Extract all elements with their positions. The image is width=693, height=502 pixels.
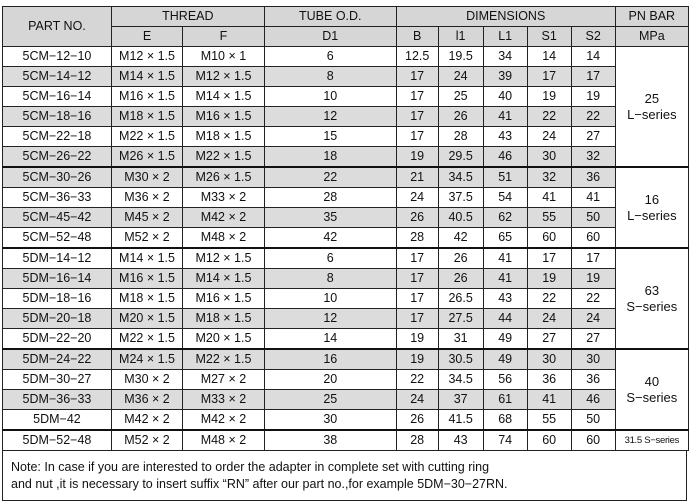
cell-tube-od: 8 xyxy=(264,67,396,87)
cell-part-no: 5CM−26−22 xyxy=(3,147,112,168)
cell-thread-f: M16 × 1.5 xyxy=(183,107,265,127)
cell-dim-s2: 60 xyxy=(571,228,615,249)
cell-dim-s2: 36 xyxy=(571,167,615,188)
cell-part-no: 5DM−14−12 xyxy=(3,248,112,269)
cell-dim-s1: 22 xyxy=(527,107,571,127)
cell-dim-s1: 19 xyxy=(527,87,571,107)
cell-tube-od: 10 xyxy=(264,289,396,309)
cell-thread-e: M20 × 1.5 xyxy=(111,309,182,329)
cell-thread-e: M36 × 2 xyxy=(111,188,182,208)
cell-dim-s1: 19 xyxy=(527,269,571,289)
cell-dim-l1-upper: 39 xyxy=(483,67,527,87)
cell-dim-l1-lower: 37 xyxy=(438,390,483,410)
cell-dim-s1: 60 xyxy=(527,228,571,249)
cell-dim-s1: 30 xyxy=(527,349,571,370)
pn-bar-line: L−series xyxy=(627,207,677,223)
cell-thread-e: M12 × 1.5 xyxy=(111,47,182,67)
cell-tube-od: 14 xyxy=(264,329,396,350)
cell-dim-s2: 41 xyxy=(571,188,615,208)
cell-dim-s1: 30 xyxy=(527,147,571,168)
table-row xyxy=(3,370,689,390)
pn-bar-line: 25 xyxy=(644,90,660,106)
cell-dim-b: 24 xyxy=(396,390,438,410)
cell-part-no: 5CM−22−18 xyxy=(3,127,112,147)
header-e: E xyxy=(111,27,182,47)
cell-tube-od: 18 xyxy=(264,147,396,168)
cell-thread-e: M18 × 1.5 xyxy=(111,289,182,309)
cell-dim-b: 17 xyxy=(396,289,438,309)
header-mpa: MPa xyxy=(615,27,688,47)
table-row xyxy=(3,289,689,309)
cell-dim-s1: 36 xyxy=(527,370,571,390)
cell-dim-s2: 50 xyxy=(571,410,615,431)
cell-part-no: 5CM−52−48 xyxy=(3,228,112,249)
cell-dim-b: 17 xyxy=(396,107,438,127)
cell-thread-f: M12 × 1.5 xyxy=(183,67,265,87)
cell-part-no: 5DM−36−33 xyxy=(3,390,112,410)
pn-bar-line: S−series xyxy=(626,298,678,314)
pn-bar-line: 16 xyxy=(644,191,660,207)
cell-part-no: 5CM−30−26 xyxy=(3,167,112,188)
cell-thread-e: M36 × 2 xyxy=(111,390,182,410)
cell-dim-s1: 55 xyxy=(527,208,571,228)
cell-dim-b: 19 xyxy=(396,329,438,350)
cell-dim-s2: 14 xyxy=(571,47,615,67)
cell-dim-l1-lower: 34.5 xyxy=(438,167,483,188)
header-s1: S1 xyxy=(527,27,571,47)
cell-dim-s2: 50 xyxy=(571,208,615,228)
cell-dim-l1-upper: 74 xyxy=(483,430,527,451)
cell-part-no: 5CM−14−12 xyxy=(3,67,112,87)
cell-dim-l1-lower: 43 xyxy=(438,430,483,451)
pn-bar-line: 31.5 S−series xyxy=(624,434,680,446)
cell-dim-s1: 32 xyxy=(527,167,571,188)
cell-part-no: 5CM−45−42 xyxy=(3,208,112,228)
cell-dim-l1-lower: 24 xyxy=(438,67,483,87)
cell-tube-od: 12 xyxy=(264,107,396,127)
cell-thread-e: M52 × 2 xyxy=(111,430,182,451)
cell-part-no: 5DM−20−18 xyxy=(3,309,112,329)
cell-dim-s2: 36 xyxy=(571,370,615,390)
cell-tube-od: 30 xyxy=(264,410,396,431)
cell-tube-od: 15 xyxy=(264,127,396,147)
pn-bar-cell xyxy=(615,167,688,248)
cell-thread-f: M42 × 2 xyxy=(183,410,265,431)
cell-thread-f: M16 × 1.5 xyxy=(183,289,265,309)
cell-dim-b: 22 xyxy=(396,370,438,390)
cell-dim-l1-upper: 54 xyxy=(483,188,527,208)
cell-thread-e: M14 × 1.5 xyxy=(111,248,182,269)
cell-dim-b: 17 xyxy=(396,67,438,87)
cell-tube-od: 12 xyxy=(264,309,396,329)
note-line-2: and nut ,it is necessary to insert suffix “RN” after our part no.,for example 5DM−30−27RN. xyxy=(11,477,508,491)
cell-thread-f: M22 × 1.5 xyxy=(183,147,265,168)
cell-thread-f: M20 × 1.5 xyxy=(183,329,265,350)
cell-dim-s2: 19 xyxy=(571,269,615,289)
cell-thread-f: M26 × 1.5 xyxy=(183,167,265,188)
spec-table-container xyxy=(2,6,689,501)
cell-dim-s1: 14 xyxy=(527,47,571,67)
cell-dim-s1: 24 xyxy=(527,309,571,329)
cell-thread-e: M14 × 1.5 xyxy=(111,67,182,87)
cell-dim-l1-lower: 30.5 xyxy=(438,349,483,370)
header-thread: THREAD xyxy=(111,7,264,27)
table-row xyxy=(3,208,689,228)
cell-dim-l1-lower: 42 xyxy=(438,228,483,249)
cell-tube-od: 10 xyxy=(264,87,396,107)
cell-thread-f: M14 × 1.5 xyxy=(183,87,265,107)
header-l1-lower: l1 xyxy=(438,27,483,47)
cell-thread-e: M16 × 1.5 xyxy=(111,87,182,107)
cell-thread-e: M45 × 2 xyxy=(111,208,182,228)
table-row xyxy=(3,188,689,208)
cell-dim-s2: 27 xyxy=(571,127,615,147)
cell-dim-b: 17 xyxy=(396,248,438,269)
cell-dim-b: 28 xyxy=(396,228,438,249)
table-row xyxy=(3,147,689,168)
cell-dim-s2: 17 xyxy=(571,67,615,87)
pn-bar-cell xyxy=(615,349,688,430)
cell-dim-l1-lower: 26 xyxy=(438,248,483,269)
pn-bar-cell xyxy=(615,47,688,168)
cell-dim-b: 24 xyxy=(396,188,438,208)
cell-dim-l1-lower: 28 xyxy=(438,127,483,147)
cell-dim-b: 17 xyxy=(396,309,438,329)
cell-part-no: 5CM−16−14 xyxy=(3,87,112,107)
spec-table-body xyxy=(3,47,689,451)
pn-bar-line: 40 xyxy=(644,373,660,389)
cell-dim-l1-upper: 68 xyxy=(483,410,527,431)
cell-dim-s1: 60 xyxy=(527,430,571,451)
cell-tube-od: 35 xyxy=(264,208,396,228)
cell-dim-l1-upper: 61 xyxy=(483,390,527,410)
table-row xyxy=(3,127,689,147)
cell-part-no: 5CM−12−10 xyxy=(3,47,112,67)
header-pn-bar: PN BAR xyxy=(615,7,688,27)
cell-part-no: 5DM−24−22 xyxy=(3,349,112,370)
cell-dim-s1: 22 xyxy=(527,289,571,309)
cell-tube-od: 42 xyxy=(264,228,396,249)
cell-thread-e: M22 × 1.5 xyxy=(111,329,182,350)
cell-part-no: 5DM−42 xyxy=(3,410,112,431)
header-d1: D1 xyxy=(264,27,396,47)
cell-dim-l1-lower: 40.5 xyxy=(438,208,483,228)
cell-part-no: 5CM−18−16 xyxy=(3,107,112,127)
cell-dim-l1-lower: 19.5 xyxy=(438,47,483,67)
cell-thread-f: M48 × 2 xyxy=(183,430,265,451)
cell-dim-l1-upper: 65 xyxy=(483,228,527,249)
cell-dim-s2: 60 xyxy=(571,430,615,451)
cell-tube-od: 6 xyxy=(264,47,396,67)
cell-dim-s1: 41 xyxy=(527,390,571,410)
cell-thread-e: M26 × 1.5 xyxy=(111,147,182,168)
cell-thread-e: M16 × 1.5 xyxy=(111,269,182,289)
cell-dim-l1-upper: 46 xyxy=(483,147,527,168)
table-row xyxy=(3,87,689,107)
header-tube-od: TUBE O.D. xyxy=(264,7,396,27)
cell-dim-b: 17 xyxy=(396,269,438,289)
cell-thread-f: M48 × 2 xyxy=(183,228,265,249)
cell-dim-l1-lower: 26 xyxy=(438,269,483,289)
table-row xyxy=(3,349,689,370)
header-f: F xyxy=(183,27,265,47)
cell-dim-s2: 22 xyxy=(571,289,615,309)
header-l1-upper: L1 xyxy=(483,27,527,47)
cell-dim-b: 17 xyxy=(396,87,438,107)
note-line-1: Note: In case if you are interested to order the adapter in complete set with cutting ring xyxy=(11,460,490,474)
cell-dim-l1-lower: 25 xyxy=(438,87,483,107)
cell-tube-od: 8 xyxy=(264,269,396,289)
cell-thread-e: M18 × 1.5 xyxy=(111,107,182,127)
table-row xyxy=(3,67,689,87)
header-b: B xyxy=(396,27,438,47)
cell-dim-s2: 17 xyxy=(571,248,615,269)
cell-dim-l1-upper: 34 xyxy=(483,47,527,67)
cell-dim-l1-upper: 41 xyxy=(483,269,527,289)
cell-dim-l1-upper: 43 xyxy=(483,127,527,147)
table-row xyxy=(3,269,689,289)
cell-dim-s1: 17 xyxy=(527,67,571,87)
cell-dim-l1-upper: 49 xyxy=(483,349,527,370)
cell-thread-e: M30 × 2 xyxy=(111,370,182,390)
cell-dim-b: 12.5 xyxy=(396,47,438,67)
cell-dim-b: 17 xyxy=(396,127,438,147)
cell-dim-s2: 19 xyxy=(571,87,615,107)
cell-thread-f: M14 × 1.5 xyxy=(183,269,265,289)
cell-tube-od: 16 xyxy=(264,349,396,370)
table-row xyxy=(3,390,689,410)
table-row xyxy=(3,107,689,127)
cell-dim-b: 19 xyxy=(396,147,438,168)
cell-dim-s1: 27 xyxy=(527,329,571,350)
table-row xyxy=(3,248,689,269)
pn-bar-cell xyxy=(615,248,688,349)
table-row xyxy=(3,309,689,329)
table-row xyxy=(3,430,689,451)
cell-dim-l1-upper: 43 xyxy=(483,289,527,309)
cell-thread-e: M24 × 1.5 xyxy=(111,349,182,370)
table-row xyxy=(3,329,689,350)
cell-dim-l1-upper: 56 xyxy=(483,370,527,390)
pn-bar-line: L−series xyxy=(627,106,677,122)
cell-dim-l1-lower: 34.5 xyxy=(438,370,483,390)
cell-dim-l1-upper: 62 xyxy=(483,208,527,228)
cell-dim-s2: 32 xyxy=(571,147,615,168)
cell-dim-l1-upper: 51 xyxy=(483,167,527,188)
cell-thread-f: M22 × 1.5 xyxy=(183,349,265,370)
header-part-no: PART NO. xyxy=(3,7,112,47)
cell-dim-l1-upper: 49 xyxy=(483,329,527,350)
table-row xyxy=(3,47,689,67)
cell-thread-e: M52 × 2 xyxy=(111,228,182,249)
cell-dim-l1-lower: 37.5 xyxy=(438,188,483,208)
cell-thread-f: M33 × 2 xyxy=(183,188,265,208)
cell-dim-s2: 46 xyxy=(571,390,615,410)
cell-dim-b: 19 xyxy=(396,349,438,370)
cell-tube-od: 20 xyxy=(264,370,396,390)
cell-dim-s2: 27 xyxy=(571,329,615,350)
cell-part-no: 5DM−18−16 xyxy=(3,289,112,309)
table-row xyxy=(3,410,689,431)
cell-tube-od: 22 xyxy=(264,167,396,188)
cell-dim-l1-upper: 41 xyxy=(483,248,527,269)
cell-dim-l1-lower: 41.5 xyxy=(438,410,483,431)
pn-bar-line: S−series xyxy=(626,389,678,405)
cell-tube-od: 28 xyxy=(264,188,396,208)
cell-dim-l1-lower: 26.5 xyxy=(438,289,483,309)
pn-bar-line: 63 xyxy=(644,282,660,298)
cell-dim-b: 26 xyxy=(396,410,438,431)
cell-dim-l1-upper: 40 xyxy=(483,87,527,107)
cell-part-no: 5DM−52−48 xyxy=(3,430,112,451)
cell-tube-od: 38 xyxy=(264,430,396,451)
cell-dim-b: 28 xyxy=(396,430,438,451)
note-box xyxy=(2,451,687,501)
cell-thread-e: M30 × 2 xyxy=(111,167,182,188)
cell-dim-s1: 17 xyxy=(527,248,571,269)
cell-dim-l1-lower: 27.5 xyxy=(438,309,483,329)
cell-dim-b: 21 xyxy=(396,167,438,188)
cell-dim-s1: 24 xyxy=(527,127,571,147)
cell-dim-l1-upper: 41 xyxy=(483,107,527,127)
cell-thread-f: M18 × 1.5 xyxy=(183,127,265,147)
cell-thread-f: M12 × 1.5 xyxy=(183,248,265,269)
cell-thread-f: M18 × 1.5 xyxy=(183,309,265,329)
cell-thread-e: M22 × 1.5 xyxy=(111,127,182,147)
cell-dim-l1-lower: 26 xyxy=(438,107,483,127)
cell-dim-l1-lower: 29.5 xyxy=(438,147,483,168)
cell-thread-f: M27 × 2 xyxy=(183,370,265,390)
table-row xyxy=(3,228,689,249)
cell-thread-f: M42 × 2 xyxy=(183,208,265,228)
cell-dim-s2: 22 xyxy=(571,107,615,127)
cell-dim-b: 26 xyxy=(396,208,438,228)
cell-part-no: 5DM−16−14 xyxy=(3,269,112,289)
cell-dim-s1: 55 xyxy=(527,410,571,431)
cell-thread-f: M10 × 1 xyxy=(183,47,265,67)
header-s2: S2 xyxy=(571,27,615,47)
cell-dim-l1-lower: 31 xyxy=(438,329,483,350)
header-dimensions: DIMENSIONS xyxy=(396,7,615,27)
cell-thread-e: M42 × 2 xyxy=(111,410,182,431)
cell-dim-s1: 41 xyxy=(527,188,571,208)
cell-part-no: 5DM−30−27 xyxy=(3,370,112,390)
pn-bar-cell xyxy=(615,430,688,451)
cell-dim-s2: 24 xyxy=(571,309,615,329)
cell-dim-l1-upper: 44 xyxy=(483,309,527,329)
table-row xyxy=(3,167,689,188)
cell-part-no: 5DM−22−20 xyxy=(3,329,112,350)
spec-table xyxy=(2,6,689,451)
cell-part-no: 5CM−36−33 xyxy=(3,188,112,208)
cell-thread-f: M33 × 2 xyxy=(183,390,265,410)
cell-dim-s2: 30 xyxy=(571,349,615,370)
header-row-1 xyxy=(3,7,689,27)
cell-tube-od: 25 xyxy=(264,390,396,410)
cell-tube-od: 6 xyxy=(264,248,396,269)
